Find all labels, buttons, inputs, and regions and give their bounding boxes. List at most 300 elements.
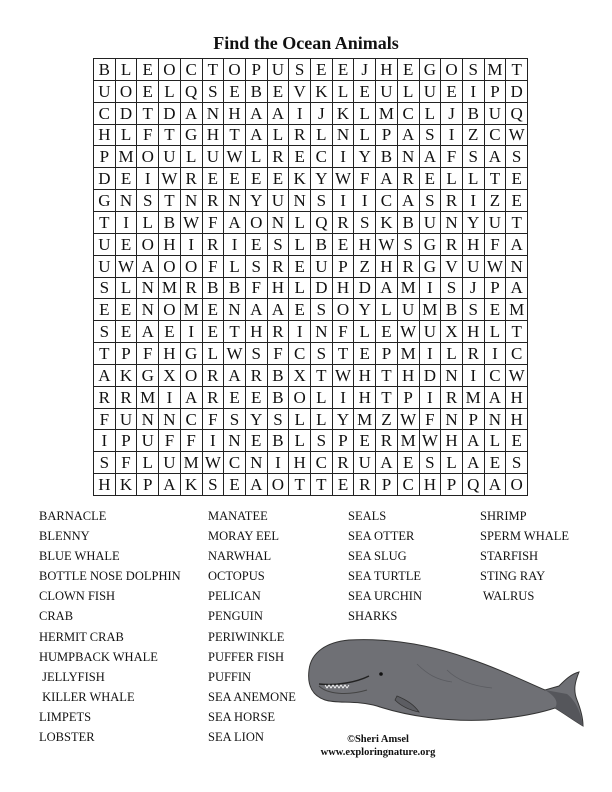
grid-cell: L	[354, 125, 376, 147]
grid-cell: S	[94, 452, 116, 474]
grid-cell: E	[94, 299, 116, 321]
grid-cell: K	[116, 365, 138, 387]
grid-cell: L	[398, 81, 420, 103]
grid-cell: B	[203, 278, 225, 300]
grid-cell: D	[354, 278, 376, 300]
grid-cell: R	[333, 212, 355, 234]
grid-cell: F	[441, 146, 463, 168]
grid-cell: P	[116, 343, 138, 365]
grid-cell: L	[116, 125, 138, 147]
grid-cell: T	[224, 125, 246, 147]
grid-cell: G	[420, 234, 442, 256]
grid-cell: M	[376, 103, 398, 125]
word-list-item: OCTOPUS	[208, 569, 265, 584]
grid-cell: P	[246, 59, 268, 81]
grid-cell: H	[224, 103, 246, 125]
grid-cell: E	[116, 168, 138, 190]
grid-cell: E	[116, 321, 138, 343]
grid-cell: T	[137, 103, 159, 125]
grid-cell: H	[268, 278, 290, 300]
grid-cell: U	[159, 146, 181, 168]
grid-cell: S	[311, 299, 333, 321]
grid-cell: T	[159, 190, 181, 212]
grid-cell: A	[376, 278, 398, 300]
grid-cell: U	[268, 190, 290, 212]
grid-cell: A	[94, 365, 116, 387]
grid-cell: T	[94, 343, 116, 365]
grid-cell: W	[398, 321, 420, 343]
grid-cell: E	[441, 81, 463, 103]
grid-cell: I	[333, 146, 355, 168]
grid-cell: W	[506, 365, 528, 387]
grid-cell: Y	[354, 146, 376, 168]
grid-cell: F	[94, 409, 116, 431]
grid-cell: D	[311, 278, 333, 300]
word-list-item: PENGUIN	[208, 609, 263, 624]
grid-cell: Y	[246, 409, 268, 431]
grid-cell: I	[354, 190, 376, 212]
grid-cell: F	[203, 212, 225, 234]
grid-cell: N	[311, 321, 333, 343]
grid-cell: U	[420, 212, 442, 234]
word-list-item: SEA OTTER	[348, 529, 415, 544]
grid-cell: F	[354, 168, 376, 190]
grid-cell: W	[203, 452, 225, 474]
grid-cell: W	[159, 168, 181, 190]
grid-cell: S	[420, 190, 442, 212]
word-list-item: PUFFIN	[208, 669, 252, 684]
grid-cell: E	[506, 168, 528, 190]
grid-cell: A	[506, 234, 528, 256]
grid-cell: U	[311, 256, 333, 278]
grid-cell: I	[224, 234, 246, 256]
grid-cell: U	[398, 299, 420, 321]
grid-cell: S	[246, 256, 268, 278]
grid-cell: E	[246, 430, 268, 452]
grid-cell: P	[463, 409, 485, 431]
grid-cell: L	[116, 59, 138, 81]
grid-cell: E	[485, 299, 507, 321]
grid-cell: L	[485, 430, 507, 452]
grid-cell: C	[94, 103, 116, 125]
word-list-item: KILLER WHALE	[39, 689, 135, 704]
grid-cell: H	[506, 387, 528, 409]
grid-cell: H	[94, 474, 116, 496]
grid-cell: T	[94, 212, 116, 234]
grid-cell: E	[289, 256, 311, 278]
grid-cell: L	[289, 278, 311, 300]
grid-cell: D	[116, 103, 138, 125]
grid-cell: S	[398, 234, 420, 256]
grid-cell: A	[224, 212, 246, 234]
grid-cell: S	[203, 81, 225, 103]
grid-cell: N	[506, 256, 528, 278]
grid-cell: A	[376, 168, 398, 190]
grid-cell: E	[376, 321, 398, 343]
grid-cell: F	[246, 278, 268, 300]
grid-cell: L	[333, 81, 355, 103]
grid-cell: L	[354, 321, 376, 343]
grid-cell: H	[376, 59, 398, 81]
grid-cell: A	[181, 103, 203, 125]
grid-cell: O	[333, 299, 355, 321]
grid-cell: A	[246, 103, 268, 125]
grid-cell: R	[181, 168, 203, 190]
grid-cell: B	[246, 81, 268, 103]
grid-cell: M	[398, 278, 420, 300]
grid-cell: U	[203, 146, 225, 168]
grid-cell: H	[203, 125, 225, 147]
grid-cell: T	[376, 387, 398, 409]
grid-cell: N	[159, 409, 181, 431]
grid-cell: A	[485, 474, 507, 496]
grid-cell: N	[398, 146, 420, 168]
grid-cell: B	[224, 278, 246, 300]
grid-cell: G	[181, 125, 203, 147]
grid-cell: H	[376, 256, 398, 278]
grid-cell: F	[137, 343, 159, 365]
grid-cell: E	[289, 146, 311, 168]
grid-cell: Q	[311, 212, 333, 234]
grid-cell: Y	[333, 409, 355, 431]
grid-cell: L	[116, 278, 138, 300]
grid-cell: R	[354, 474, 376, 496]
grid-cell: N	[289, 190, 311, 212]
grid-cell: H	[354, 365, 376, 387]
grid-cell: Y	[246, 190, 268, 212]
word-list-item: STARFISH	[480, 549, 539, 564]
grid-cell: L	[311, 387, 333, 409]
word-list-item: WALRUS	[480, 589, 535, 604]
grid-cell: S	[311, 430, 333, 452]
grid-cell: E	[506, 430, 528, 452]
grid-cell: L	[463, 168, 485, 190]
grid-cell: S	[441, 278, 463, 300]
word-list-item: MANATEE	[208, 509, 268, 523]
grid-cell: F	[268, 343, 290, 365]
grid-cell: E	[224, 387, 246, 409]
grid-cell: O	[137, 234, 159, 256]
grid-cell: J	[441, 103, 463, 125]
grid-cell: L	[289, 409, 311, 431]
grid-cell: S	[506, 452, 528, 474]
grid-cell: E	[224, 168, 246, 190]
grid-cell: E	[398, 59, 420, 81]
grid-cell: K	[181, 474, 203, 496]
grid-cell: U	[463, 256, 485, 278]
word-list-item: LIMPETS	[39, 709, 92, 724]
grid-cell: I	[116, 212, 138, 234]
grid-cell: O	[116, 81, 138, 103]
grid-cell: E	[354, 343, 376, 365]
grid-cell: B	[268, 387, 290, 409]
grid-cell: L	[137, 452, 159, 474]
grid-cell: F	[333, 321, 355, 343]
grid-cell: S	[463, 299, 485, 321]
grid-cell: E	[246, 234, 268, 256]
grid-cell: O	[506, 474, 528, 496]
grid-cell: H	[289, 452, 311, 474]
grid-cell: B	[398, 212, 420, 234]
grid-cell: Z	[354, 256, 376, 278]
grid-cell: B	[159, 212, 181, 234]
grid-cell: G	[137, 365, 159, 387]
grid-cell: N	[137, 278, 159, 300]
grid-cell: I	[159, 387, 181, 409]
grid-cell: R	[203, 387, 225, 409]
grid-cell: P	[376, 474, 398, 496]
grid-cell: H	[506, 409, 528, 431]
word-list-item: BOTTLE NOSE DOLPHIN	[39, 569, 181, 584]
grid-cell: A	[137, 321, 159, 343]
grid-cell: T	[311, 474, 333, 496]
grid-cell: O	[137, 146, 159, 168]
grid-cell: H	[398, 365, 420, 387]
word-list-item: NARWHAL	[208, 549, 272, 564]
grid-cell: W	[224, 146, 246, 168]
grid-cell: M	[181, 452, 203, 474]
grid-cell: S	[137, 190, 159, 212]
grid-cell: I	[420, 343, 442, 365]
grid-cell: E	[398, 452, 420, 474]
grid-cell: P	[485, 278, 507, 300]
grid-cell: R	[203, 365, 225, 387]
grid-cell: N	[116, 190, 138, 212]
grid-cell: N	[485, 409, 507, 431]
grid-cell: M	[159, 278, 181, 300]
grid-cell: Q	[506, 103, 528, 125]
grid-cell: I	[420, 278, 442, 300]
grid-cell: N	[268, 212, 290, 234]
grid-cell: M	[398, 430, 420, 452]
grid-cell: X	[159, 365, 181, 387]
grid-cell: F	[181, 430, 203, 452]
grid-cell: J	[311, 103, 333, 125]
grid-cell: O	[441, 59, 463, 81]
grid-cell: O	[246, 212, 268, 234]
grid-cell: U	[137, 430, 159, 452]
grid-cell: S	[463, 146, 485, 168]
grid-cell: H	[420, 474, 442, 496]
grid-cell: R	[203, 190, 225, 212]
credit	[308, 733, 448, 759]
grid-cell: P	[116, 430, 138, 452]
grid-cell: P	[485, 81, 507, 103]
grid-cell: C	[289, 343, 311, 365]
grid-cell: A	[420, 146, 442, 168]
grid-cell: I	[289, 103, 311, 125]
grid-cell: L	[224, 256, 246, 278]
grid-cell: R	[441, 190, 463, 212]
grid-cell: B	[376, 146, 398, 168]
grid-cell: A	[246, 125, 268, 147]
grid-cell: K	[333, 103, 355, 125]
grid-cell: T	[485, 168, 507, 190]
grid-cell: H	[94, 125, 116, 147]
grid-cell: E	[159, 321, 181, 343]
word-list-item: SEA URCHIN	[348, 589, 422, 604]
grid-cell: P	[94, 146, 116, 168]
grid-cell: O	[181, 256, 203, 278]
grid-cell: S	[420, 452, 442, 474]
grid-cell: E	[203, 299, 225, 321]
grid-cell: S	[94, 321, 116, 343]
grid-cell: O	[181, 365, 203, 387]
grid-cell: L	[159, 81, 181, 103]
grid-cell: N	[224, 299, 246, 321]
word-list-item: HUMPBACK WHALE	[39, 649, 158, 664]
grid-cell: A	[485, 387, 507, 409]
grid-cell: A	[506, 278, 528, 300]
grid-cell: E	[289, 299, 311, 321]
grid-cell: C	[181, 59, 203, 81]
grid-cell: F	[159, 430, 181, 452]
author-credit: ©Sheri Amsel	[347, 734, 409, 745]
grid-cell: E	[354, 81, 376, 103]
grid-cell: N	[224, 430, 246, 452]
grid-cell: H	[159, 343, 181, 365]
grid-cell: A	[268, 299, 290, 321]
whale-eye	[379, 672, 383, 676]
grid-cell: A	[268, 103, 290, 125]
grid-cell: R	[289, 125, 311, 147]
grid-cell: C	[311, 452, 333, 474]
grid-cell: S	[246, 343, 268, 365]
grid-cell: L	[376, 299, 398, 321]
grid-cell: C	[485, 125, 507, 147]
grid-cell: I	[333, 387, 355, 409]
grid-cell: U	[94, 256, 116, 278]
grid-cell: R	[398, 168, 420, 190]
word-list-item: SEA TURTLE	[348, 569, 421, 584]
grid-cell: N	[181, 190, 203, 212]
grid-cell: W	[398, 409, 420, 431]
grid-cell: I	[463, 365, 485, 387]
grid-cell: P	[376, 343, 398, 365]
word-list-item: LOBSTER	[39, 730, 95, 745]
word-list-item: SEA LION	[208, 730, 264, 745]
grid-cell: W	[376, 234, 398, 256]
grid-cell: L	[289, 234, 311, 256]
grid-cell: H	[441, 430, 463, 452]
grid-cell: O	[159, 299, 181, 321]
grid-cell: E	[333, 59, 355, 81]
grid-cell: H	[463, 321, 485, 343]
grid-cell: H	[159, 234, 181, 256]
grid-cell: B	[463, 103, 485, 125]
grid-cell: P	[137, 474, 159, 496]
grid-cell: K	[116, 474, 138, 496]
grid-cell: C	[398, 474, 420, 496]
grid-cell: R	[116, 387, 138, 409]
grid-cell: R	[376, 430, 398, 452]
word-list-item: MORAY EEL	[208, 529, 279, 544]
grid-cell: H	[354, 234, 376, 256]
grid-cell: R	[441, 387, 463, 409]
grid-cell: P	[376, 125, 398, 147]
grid-cell: E	[333, 474, 355, 496]
grid-cell: R	[463, 343, 485, 365]
grid-cell: L	[268, 125, 290, 147]
grid-cell: U	[376, 81, 398, 103]
grid-cell: W	[224, 343, 246, 365]
grid-cell: A	[246, 474, 268, 496]
grid-cell: W	[181, 212, 203, 234]
grid-cell: P	[441, 474, 463, 496]
word-list-item: BARNACLE	[39, 509, 107, 523]
grid-cell: A	[463, 452, 485, 474]
grid-cell: B	[268, 430, 290, 452]
grid-cell: P	[398, 387, 420, 409]
grid-cell: C	[506, 343, 528, 365]
grid-cell: O	[224, 59, 246, 81]
grid-cell: U	[94, 234, 116, 256]
grid-cell: E	[485, 452, 507, 474]
grid-cell: S	[311, 190, 333, 212]
grid-cell: E	[224, 474, 246, 496]
grid-cell: I	[181, 321, 203, 343]
grid-cell: M	[181, 299, 203, 321]
word-list-item: SEA ANEMONE	[208, 689, 296, 704]
grid-cell: X	[441, 321, 463, 343]
grid-cell: Y	[311, 168, 333, 190]
grid-cell: Y	[463, 212, 485, 234]
grid-cell: E	[333, 234, 355, 256]
word-list-item: SHARKS	[348, 609, 398, 624]
grid-cell: I	[94, 430, 116, 452]
grid-cell: D	[159, 103, 181, 125]
grid-cell: Q	[463, 474, 485, 496]
grid-cell: R	[398, 256, 420, 278]
word-list-item: CLOWN FISH	[39, 589, 116, 604]
grid-cell: Y	[354, 299, 376, 321]
grid-cell: L	[441, 452, 463, 474]
grid-cell: H	[246, 321, 268, 343]
grid-cell: B	[441, 299, 463, 321]
word-search-grid	[93, 58, 528, 496]
grid-cell: E	[311, 59, 333, 81]
grid-cell: V	[289, 81, 311, 103]
grid-cell: U	[485, 103, 507, 125]
grid-cell: G	[420, 256, 442, 278]
grid-cell: S	[289, 59, 311, 81]
grid-cell: D	[420, 365, 442, 387]
grid-cell: I	[137, 168, 159, 190]
grid-cell: W	[506, 125, 528, 147]
grid-cell: L	[289, 212, 311, 234]
grid-cell: E	[116, 299, 138, 321]
grid-cell: A	[159, 474, 181, 496]
grid-cell: T	[203, 59, 225, 81]
grid-cell: V	[441, 256, 463, 278]
grid-cell: T	[311, 365, 333, 387]
page-title: Find the Ocean Animals	[213, 33, 399, 53]
grid-cell: M	[485, 59, 507, 81]
grid-cell: H	[333, 278, 355, 300]
grid-cell: C	[376, 190, 398, 212]
word-list-item: SEALS	[348, 509, 387, 523]
grid-cell: T	[506, 212, 528, 234]
grid-cell: L	[203, 343, 225, 365]
grid-cell: W	[420, 430, 442, 452]
grid-cell: E	[246, 168, 268, 190]
grid-cell: E	[506, 190, 528, 212]
grid-cell: O	[159, 59, 181, 81]
grid-cell: N	[203, 103, 225, 125]
word-list-item: SPERM WHALE	[480, 529, 570, 544]
grid-cell: A	[463, 430, 485, 452]
grid-cell: M	[506, 299, 528, 321]
